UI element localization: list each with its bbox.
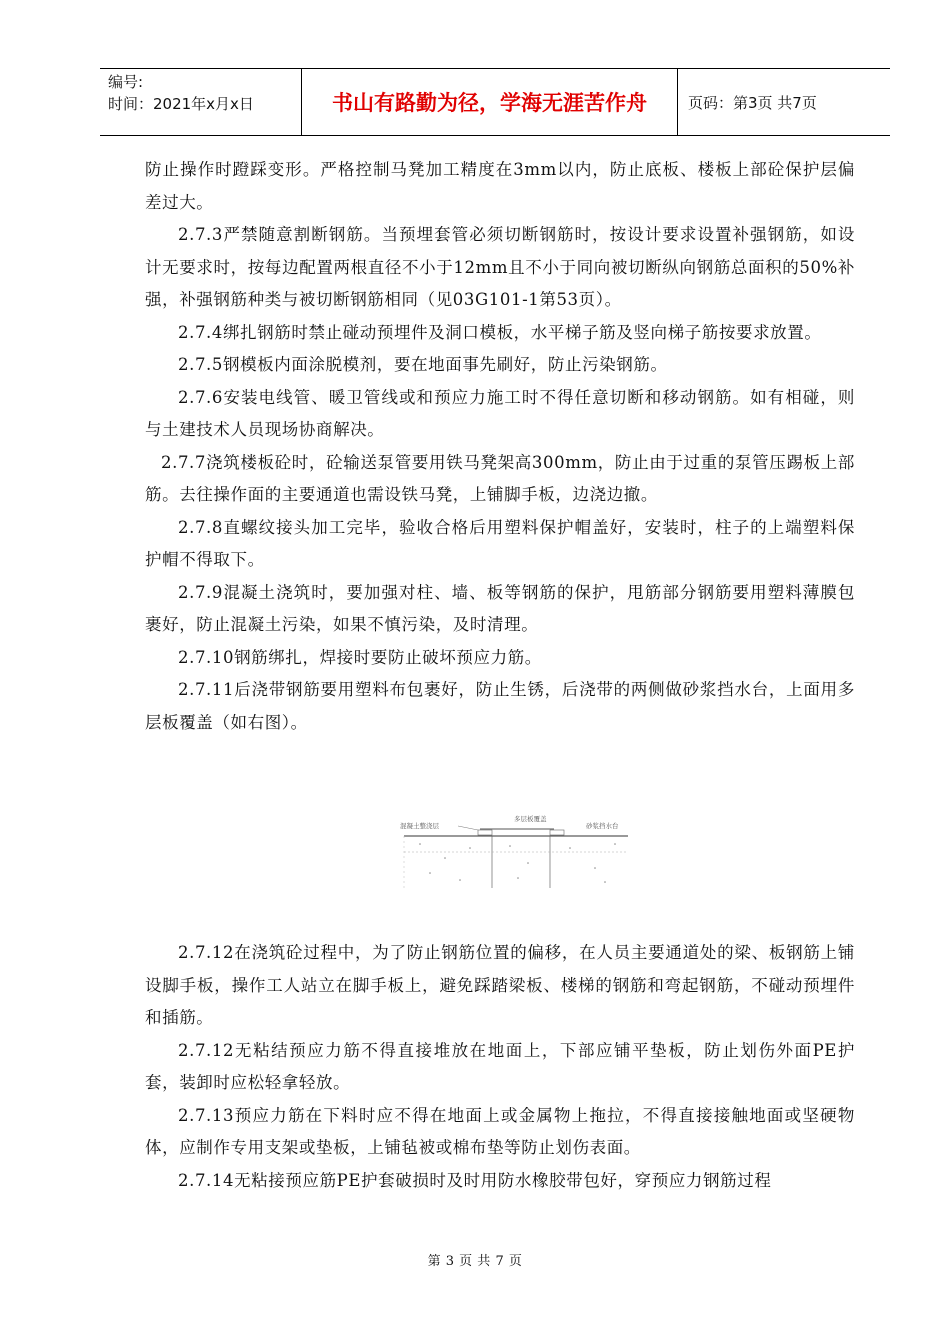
figure-drawing <box>400 808 632 890</box>
page-header <box>100 68 890 136</box>
document-body-continued <box>145 937 855 1197</box>
figure-label-top: 多层板覆盖 <box>514 815 547 823</box>
paragraph: 2.7.5钢模板内面涂脱模剂，要在地面事先刷好，防止污染钢筋。 <box>178 355 668 374</box>
paragraph: 2.7.8直螺纹接头加工完毕，验收合格后用塑料保护帽盖好，安装时，柱子的上端塑料保护帽不得取下。 <box>145 517 855 569</box>
post-pour-strip-figure <box>400 808 632 890</box>
paragraph: 2.7.3严禁随意割断钢筋。当预埋套管必须切断钢筋时，按设计要求设置补强钢筋，如设计无要求时，按每边配置两根直径不小于12mm且不小于同向被切断纵向钢筋总面积的50%补强，补强钢筋种类与被切断钢筋相同（见03G101-1第53页）。 <box>145 225 855 309</box>
paragraph: 2.7.12无粘结预应力筋不得直接堆放在地面上，下部应铺平垫板，防止划伤外面PE护套，装卸时应松轻拿轻放。 <box>145 1040 855 1092</box>
header-page-label: 页码：第3页 共7页 <box>688 93 817 112</box>
paragraph: 2.7.10钢筋绑扎，焊接时要防止破坏预应力筋。 <box>178 647 542 667</box>
document-body <box>145 154 855 739</box>
paragraph: 2.7.4绑扎钢筋时禁止碰动预埋件及洞口模板，水平梯子筋及竖向梯子筋按要求放置。 <box>178 322 822 342</box>
paragraph: 2.7.12在浇筑砼过程中，为了防止钢筋位置的偏移，在人员主要通道处的梁、板钢筋上铺设脚手板，操作工人站立在脚手板上，避免踩踏梁板、楼梯的钢筋和弯起钢筋，不碰动预埋件和插筋。 <box>145 943 855 1027</box>
header-meta <box>100 69 302 135</box>
paragraph: 2.7.9混凝土浇筑时，要加强对柱、墙、板等钢筋的保护，甩筋部分钢筋要用塑料薄膜包裹好，防止混凝土污染，如果不慎污染，及时清理。 <box>145 582 855 634</box>
document-time-label: 时间：2021年x月x日 <box>108 95 254 113</box>
paragraph: 2.7.7浇筑楼板砼时，砼输送泵管要用铁马凳架高300mm，防止由于过重的泵管压踢板上部筋。去往操作面的主要通道也需设铁马凳，上铺脚手板，边浇边撤。 <box>145 452 855 504</box>
paragraph: 2.7.6安装电线管、暖卫管线或和预应力施工时不得任意切断和移动钢筋。如有相碰，则与土建技术人员现场协商解决。 <box>145 387 855 439</box>
document-number-label: 编号: <box>108 73 144 91</box>
figure-label-left: 混凝土整浇层 <box>400 822 439 830</box>
figure-label-right: 砂浆挡水台 <box>586 822 619 830</box>
page-footer: 第 3 页 共 7 页 <box>427 1254 523 1269</box>
header-motto: 书山有路勤为径，学海无涯苦作舟 <box>302 69 678 135</box>
paragraph: 2.7.14无粘接预应筋PE护套破损时及时用防水橡胶带包好，穿预应力钢筋过程 <box>178 1170 772 1190</box>
paragraph: 防止操作时蹬踩变形。严格控制马凳加工精度在3mm以内，防止底板、楼板上部砼保护层偏差过大。 <box>145 160 855 212</box>
paragraph: 2.7.11后浇带钢筋要用塑料布包裹好，防止生锈，后浇带的两侧做砂浆挡水台，上面用多层板覆盖（如右图）。 <box>145 680 855 732</box>
paragraph: 2.7.13预应力筋在下料时应不得在地面上或金属物上拖拉，不得直接接触地面或坚硬物体，应制作专用支架或垫板，上铺毡被或棉布垫等防止划伤表面。 <box>145 1105 855 1157</box>
